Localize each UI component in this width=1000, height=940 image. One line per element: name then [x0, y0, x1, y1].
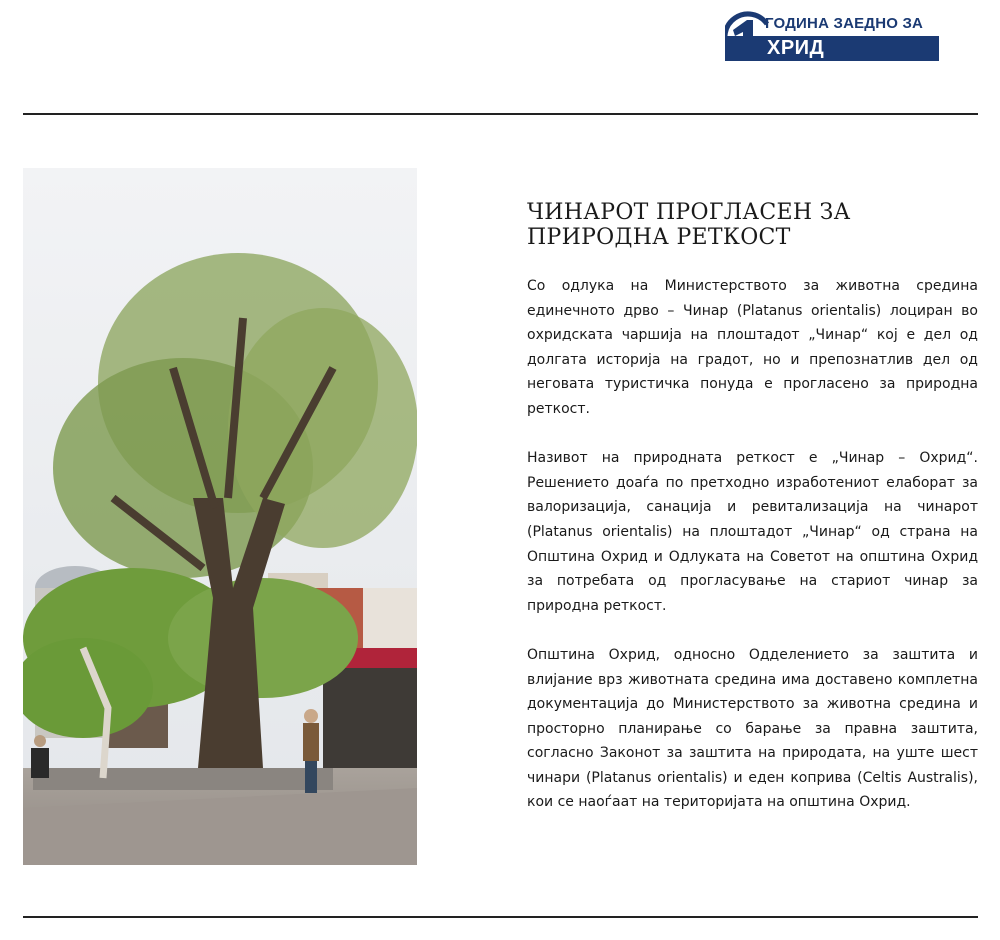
article-title-line2: ПРИРОДНА РЕТКОСТ: [527, 225, 791, 250]
logo: [725, 10, 940, 62]
article-paragraph: Општина Охрид, односно Одделението за заштита и влијание врз животната средина има доставено комплетна документација до Министерството за животна средина и просторно планирање со барање за правна заштита, согласно Законот за заштита на природата, на уште шест чинари (Platanus orientalis) и еден коприва (Celtis Australis), кои се наоѓаат на територијата на општина Охрид.: [527, 646, 978, 811]
logo-city: ХРИД: [767, 37, 825, 59]
article-title-line1: ЧИНАРОТ ПРОГЛАСЕН ЗА: [527, 200, 851, 225]
plane-tree-photo-icon: [23, 168, 417, 865]
article-title: [527, 200, 957, 250]
article-photo: [23, 168, 417, 865]
logo-tagline: ГОДИНА ЗАЕДНО ЗА: [765, 15, 924, 32]
bottom-divider: [23, 916, 978, 918]
top-divider: [23, 113, 978, 115]
article-body: [527, 274, 978, 840]
logo-bar: [725, 36, 939, 61]
article-paragraph: Називот на природната реткост е „Чинар – Охрид“. Решението доаѓа по претходно изработениот елаборат за валоризација, санација и ревитализација на чинарот (Platanus orientalis) на плоштадот „Чинар“ од страна на Општина Охрид и Одлуката на Советот на општина Охрид за потребата од прогласување на стариот чинар за природна реткост.: [527, 450, 978, 614]
article-paragraph: Со одлука на Министерството за животна средина единечното дрво – Чинар (Platanus orientalis) лоциран во охридската чаршија на плоштадот „Чинар“ кој е дел од долгата историја на градот, но и препознатлив дел од неговата туристичка понуда е прогласено за природна реткост.: [527, 278, 978, 417]
